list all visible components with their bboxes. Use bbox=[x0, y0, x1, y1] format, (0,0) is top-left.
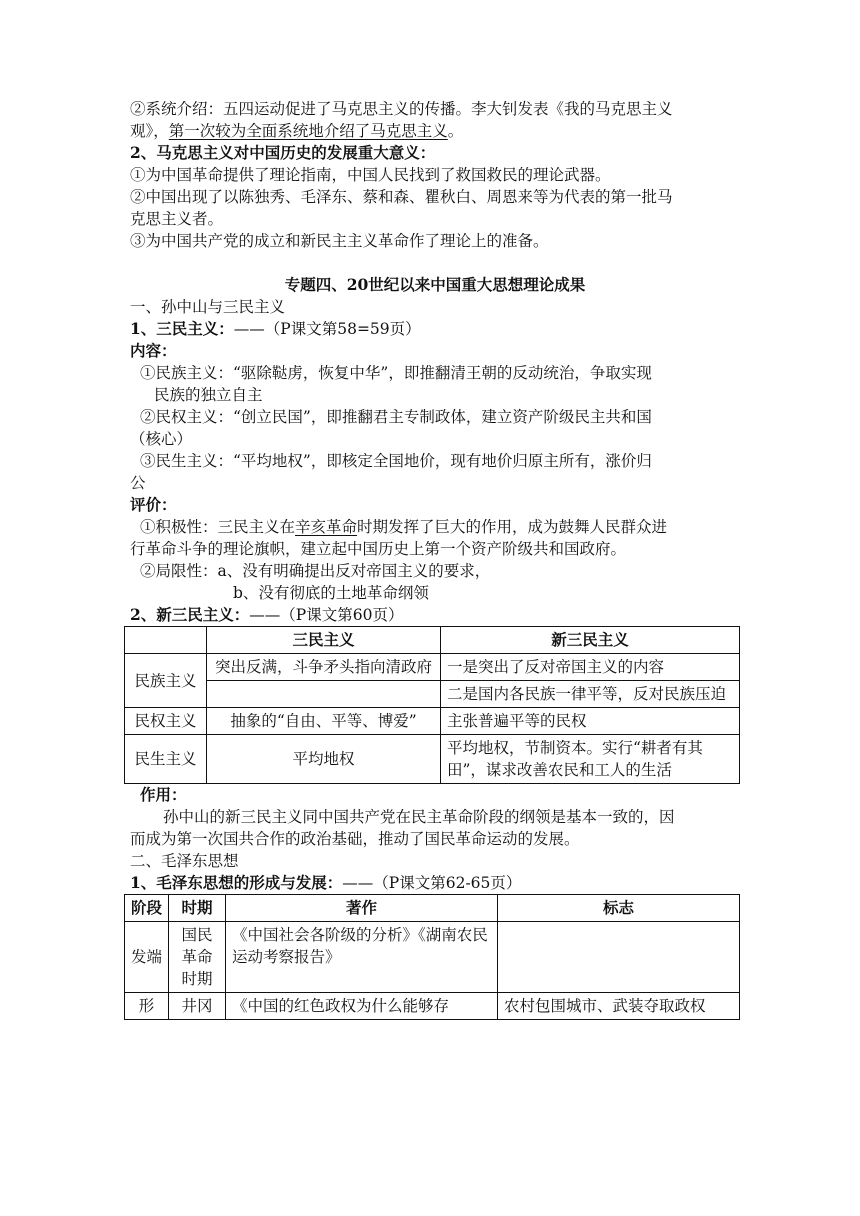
table-cell bbox=[207, 681, 441, 708]
table-cell: 国民革命时期 bbox=[169, 922, 226, 993]
paragraph-line: ②系统介绍：五四运动促进了马克思主义的传播。李大钊发表《我的马克思主义 bbox=[130, 100, 673, 118]
table-header-cell bbox=[125, 627, 207, 654]
content-label: 内容： bbox=[130, 341, 177, 360]
underlined-phrase: 辛亥革命 bbox=[295, 518, 358, 536]
subsection-heading bbox=[130, 604, 740, 626]
table-header-row bbox=[125, 895, 740, 922]
table-row bbox=[125, 735, 740, 784]
table-cell: 抽象的“自由、平等、博爱” bbox=[207, 708, 441, 735]
content-line: 公 bbox=[130, 474, 146, 492]
evaluation-label: 评价： bbox=[130, 495, 177, 514]
content-line: （核心） bbox=[130, 430, 193, 448]
evaluation-line: ②局限性：a、没有明确提出反对帝国主义的要求， bbox=[140, 562, 491, 580]
table-row bbox=[125, 654, 740, 681]
content-line: 民族的独立自主 bbox=[154, 386, 263, 404]
comparison-table bbox=[124, 626, 740, 784]
subsection-label: 1、毛泽东思想的形成与发展： bbox=[130, 873, 343, 892]
page-reference: ——（P课文第62-65页） bbox=[342, 874, 522, 892]
evaluation-line: b、没有彻底的土地革命纲领 bbox=[233, 584, 429, 602]
subsection-heading bbox=[130, 318, 740, 340]
table-row bbox=[125, 922, 740, 993]
paragraph-line: ①为中国革命提供了理论指南，中国人民找到了救国救民的理论武器。 bbox=[130, 166, 611, 184]
table-cell: 形 bbox=[125, 993, 169, 1020]
table-header-cell: 著作 bbox=[226, 895, 498, 922]
content-line: ①民族主义：“驱除鞑虏，恢复中华”，即推翻清王朝的反动统治，争取实现 bbox=[140, 364, 652, 382]
table-row bbox=[125, 993, 740, 1020]
row-label-cell: 民权主义 bbox=[125, 708, 207, 735]
table-header-row bbox=[125, 627, 740, 654]
table-cell: 农村包围城市、武装夺取政权 bbox=[498, 993, 740, 1020]
subsection-label: 2、新三民主义： bbox=[130, 605, 250, 624]
table-cell: 主张普遍平等的民权 bbox=[441, 708, 740, 735]
text-fragment: 观》， bbox=[130, 122, 169, 140]
table-row bbox=[125, 681, 740, 708]
paragraph-line: ③为中国共产党的成立和新民主主义革命作了理论上的准备。 bbox=[130, 232, 549, 250]
page-reference: ——（P课文第58=59页） bbox=[233, 320, 421, 338]
effect-line: 而成为第一次国共合作的政治基础，推动了国民革命运动的发展。 bbox=[130, 830, 580, 848]
text-fragment: 。 bbox=[447, 122, 464, 140]
content-line: ②民权主义：“创立民国”，即推翻君主专制政体，建立资产阶级民主共和国 bbox=[140, 408, 652, 426]
table-header-cell: 时期 bbox=[169, 895, 226, 922]
document-page bbox=[130, 98, 740, 1020]
subsection-heading bbox=[130, 872, 740, 894]
table-cell: 井冈 bbox=[169, 993, 226, 1020]
section-heading: 二、毛泽东思想 bbox=[130, 852, 239, 870]
table-cell: 《中国社会各阶级的分析》《湖南农民运动考察报告》 bbox=[226, 922, 498, 993]
section-heading: 一、孙中山与三民主义 bbox=[130, 298, 286, 316]
evaluation-line bbox=[130, 516, 740, 538]
topic-title: 专题四、20世纪以来中国重大思想理论成果 bbox=[284, 275, 586, 294]
table-cell: 平均地权 bbox=[207, 735, 441, 784]
paragraph-line: ②中国出现了以陈独秀、毛泽东、蔡和森、瞿秋白、周恩来等为代表的第一批马 bbox=[130, 188, 673, 206]
subsection-heading: 2、马克思主义对中国历史的发展重大意义： bbox=[130, 143, 436, 162]
subsection-label: 1、三民主义： bbox=[130, 319, 234, 338]
table-header-cell: 三民主义 bbox=[207, 627, 441, 654]
evaluation-line: 行革命斗争的理论旗帜，建立起中国历史上第一个资产阶级共和国政府。 bbox=[130, 540, 627, 558]
paragraph-line: 克思主义者。 bbox=[130, 210, 224, 228]
table-header-cell: 阶段 bbox=[125, 895, 169, 922]
table-cell: 发端 bbox=[125, 922, 169, 993]
text-fragment: 时期发挥了巨大的作用，成为鼓舞人民群众进 bbox=[357, 518, 668, 536]
table-cell: 《中国的红色政权为什么能够存 bbox=[226, 993, 498, 1020]
row-label-cell: 民族主义 bbox=[125, 654, 207, 708]
content-line: ③民生主义：“平均地权”，即核定全国地价，现有地价归原主所有，涨价归 bbox=[140, 452, 652, 470]
table-row bbox=[125, 708, 740, 735]
development-table bbox=[124, 894, 740, 1020]
text-fragment: ①积极性：三民主义在 bbox=[140, 518, 296, 536]
page-reference: ——（P课文第60页） bbox=[249, 606, 404, 624]
table-cell: 一是突出了反对帝国主义的内容 bbox=[441, 654, 740, 681]
table-header-cell: 标志 bbox=[498, 895, 740, 922]
underlined-phrase: 第一次较为全面系统地介绍了马克思主义 bbox=[168, 122, 448, 140]
table-cell: 突出反满，斗争矛头指向清政府 bbox=[207, 654, 441, 681]
effect-line: 孙中山的新三民主义同中国共产党在民主革命阶段的纲领是基本一致的，因 bbox=[163, 808, 675, 826]
paragraph-line bbox=[130, 120, 740, 142]
effect-label: 作用： bbox=[140, 785, 187, 804]
row-label-cell: 民生主义 bbox=[125, 735, 207, 784]
table-cell: 二是国内各民族一律平等，反对民族压迫 bbox=[441, 681, 740, 708]
table-cell bbox=[498, 922, 740, 993]
table-cell: 平均地权，节制资本。实行“耕者有其田”，谋求改善农民和工人的生活 bbox=[441, 735, 740, 784]
table-header-cell: 新三民主义 bbox=[441, 627, 740, 654]
